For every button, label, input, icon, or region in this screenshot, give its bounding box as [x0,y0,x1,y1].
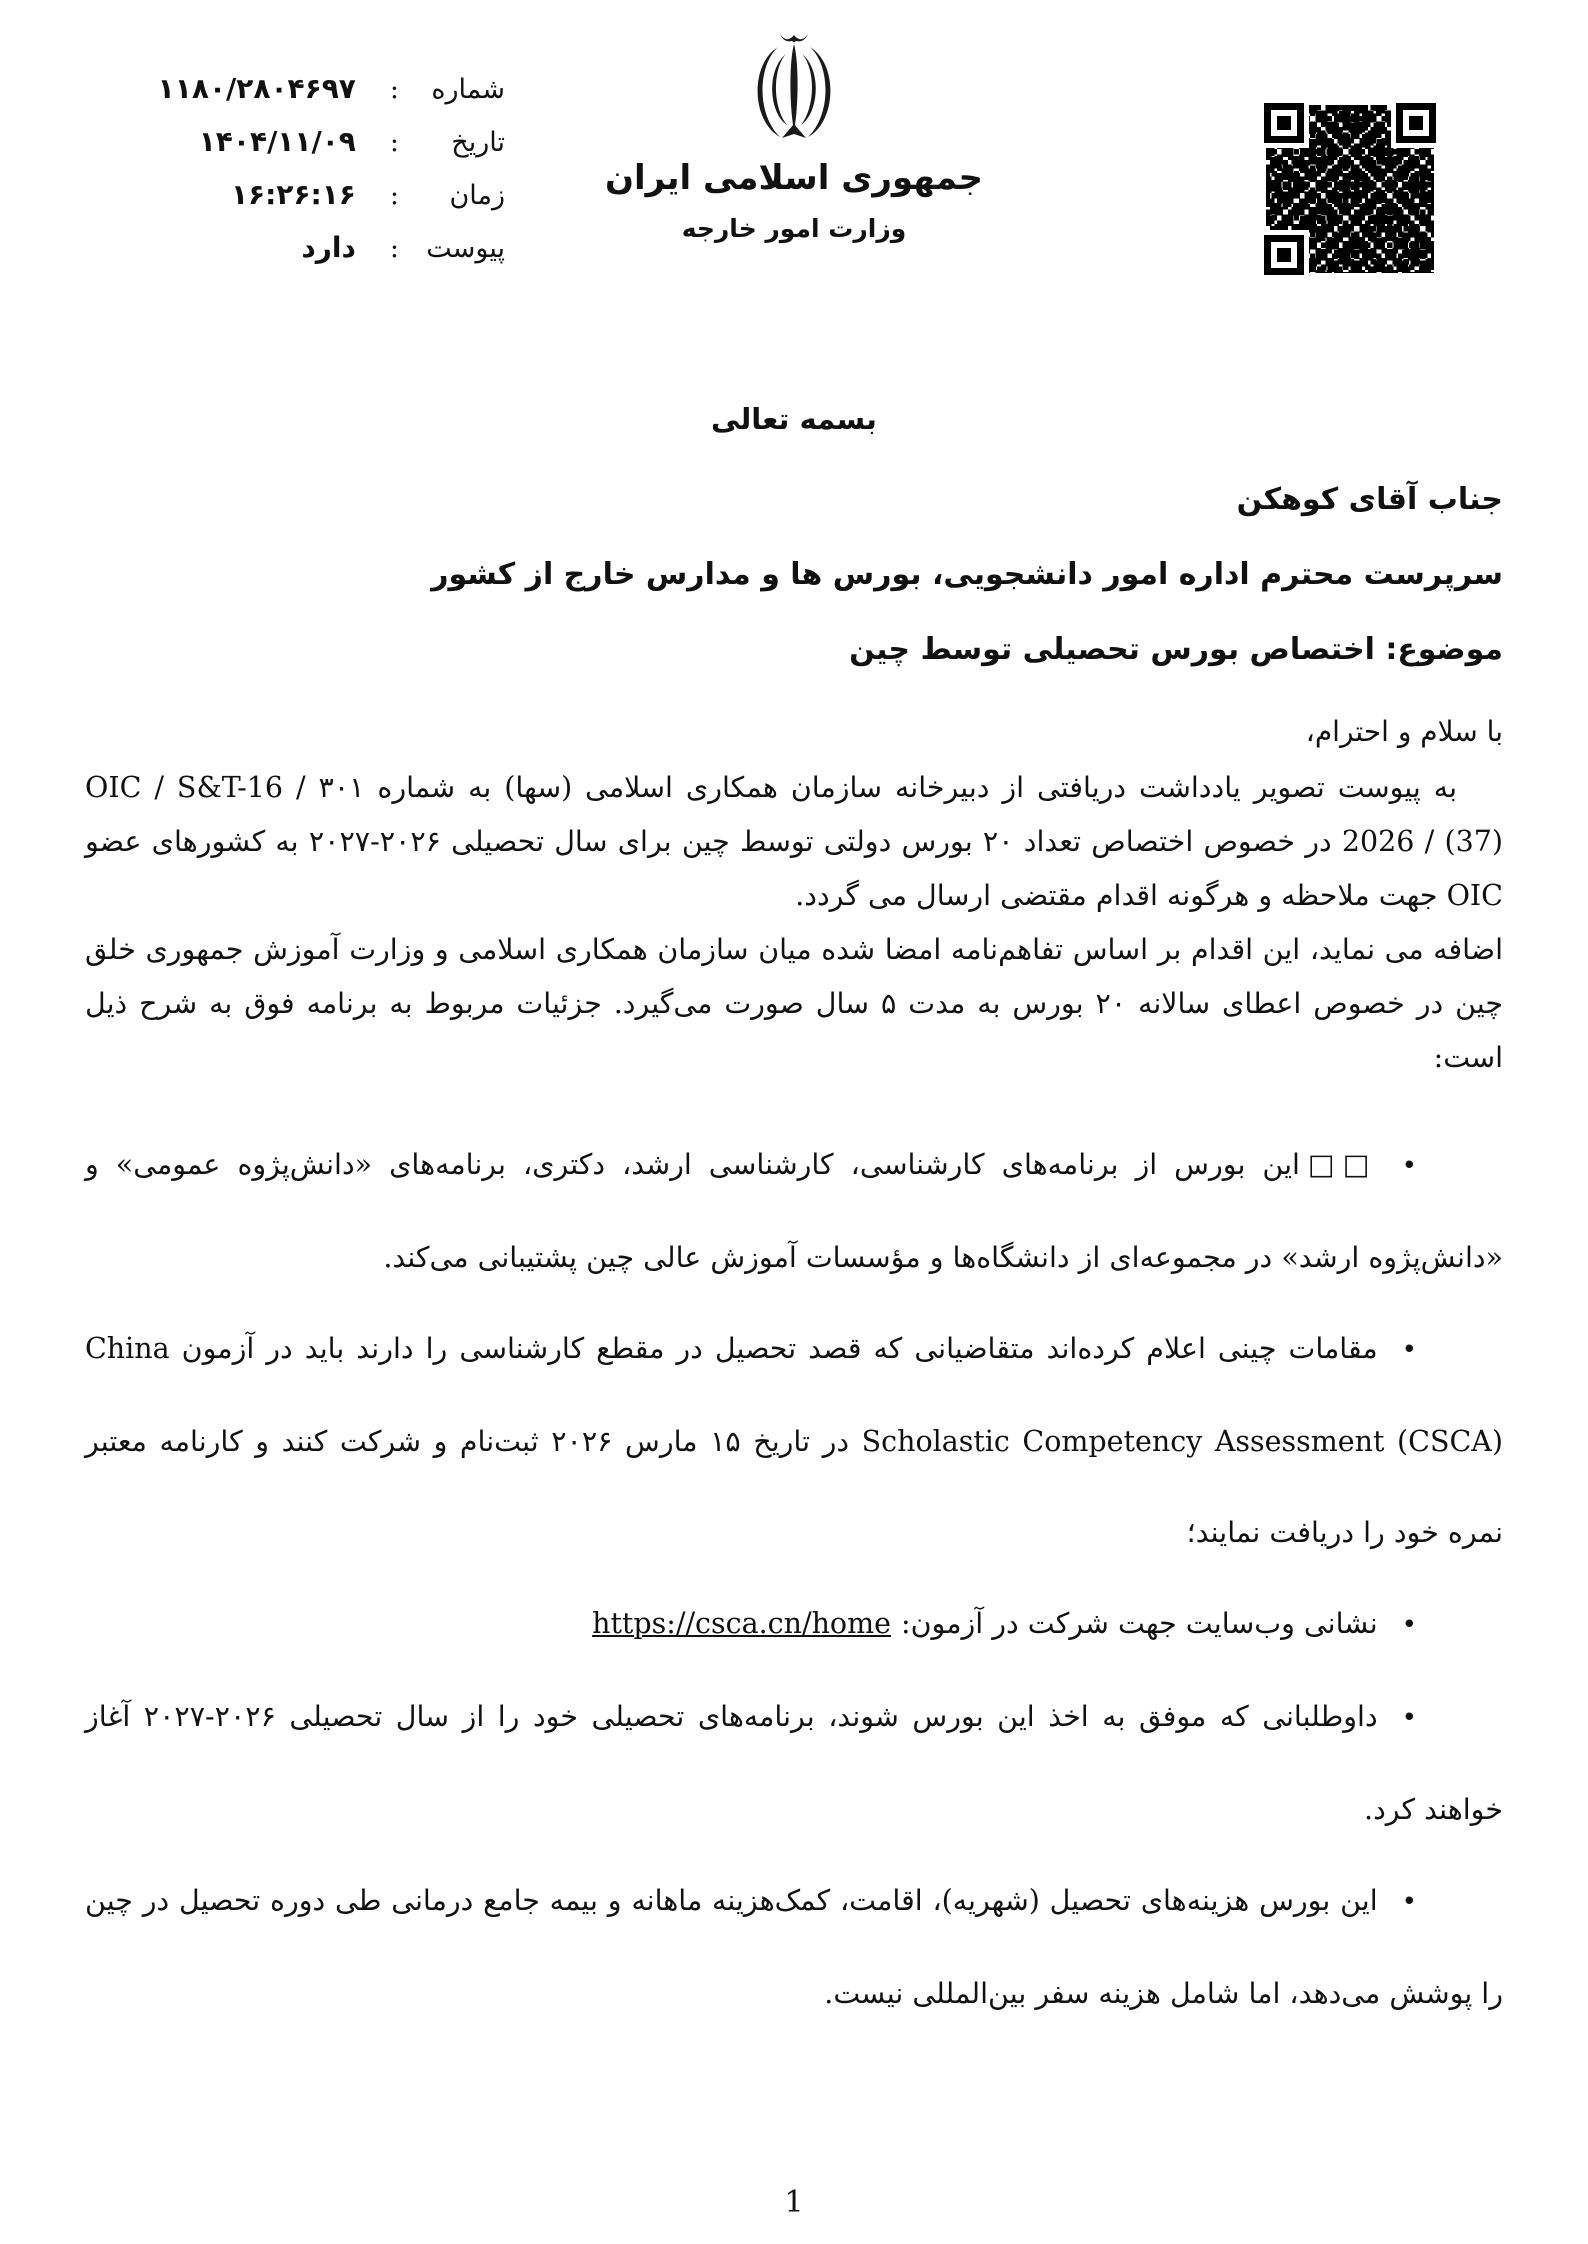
list-item [85,1303,1503,1578]
salutation: با سلام و احترام، [1305,715,1503,748]
iran-emblem-icon [746,28,842,148]
meta-colon: : [389,74,399,105]
meta-row-date [85,125,505,178]
list-item [85,1671,1503,1855]
meta-label: پیوست [426,233,505,264]
letter-body [85,388,1503,2039]
meta-row-time [85,178,505,231]
letter-attachment: دارد [301,231,356,264]
bullet-icon: • [1401,1887,1417,1917]
meta-label: زمان [449,180,505,211]
letter-date: ۱۴۰۴/۱۱/۰۹ [198,125,356,158]
meta-label: شماره [431,74,505,105]
bullet-text: نشانی وب‌سایت جهت شرکت در آزمون: [901,1607,1378,1640]
bullet-icon: • [1401,1151,1417,1181]
meta-row-attachment [85,231,505,284]
csca-website-link[interactable]: https://csca.cn/home [592,1607,891,1640]
meta-colon: : [389,180,399,211]
qr-finder-icon [1396,103,1436,143]
bullet-text: این بورس هزینه‌های تحصیل (شهریه)، اقامت، کمک‌هزینه ماهانه و بیمه جامع درمانی طی دوره تحصیل در چین را پوشش می‌دهد، اما شامل هزینه سفر بین‌المللی نیست. [85,1884,1503,2010]
bullet-icon: • [1401,1610,1417,1640]
bullet-list [85,1119,1503,2039]
letter-meta-block [85,72,505,284]
ministry-name: وزارت امور خارجه [681,214,907,243]
subject-line: موضوع: اختصاص بورس تحصیلی توسط چین [849,632,1503,667]
letter-number: ۱۱۸۰/۲۸۰۴۶۹۷ [157,72,356,105]
meta-row-number [85,72,505,125]
qr-finder-icon [1264,235,1304,275]
recipient-name: جناب آقای کوهکن [1236,482,1503,517]
recipient-title: سرپرست محترم اداره امور دانشجویی، بورس ها و مدارس خارج از کشور [431,557,1503,592]
meta-colon: : [389,127,399,158]
bullet-text: □□این بورس از برنامه‌های کارشناسی، کارشناسی ارشد، دکتری، برنامه‌های «دانش‌پژوه عمومی» و «دانش‌پژوه ارشد» در مجموعه‌ای از دانشگاه‌ها و مؤسسات آموزش عالی چین پشتیبانی می‌کند. [85,1148,1503,1274]
list-item [85,1119,1503,1303]
basmala: بسمه تعالی [711,402,877,436]
addressee-block [85,462,1503,687]
page-number: 1 [784,2185,804,2220]
bullet-icon: • [1401,1335,1417,1365]
bullet-text: مقامات چینی اعلام کرده‌اند متقاضیانی که قصد تحصیل در مقطع کارشناسی را دارند باید در آزمون China Scholastic Competency Assessment (CSCA) در تاریخ ۱۵ مارس ۲۰۲۶ ثبت‌نام و شرکت کنند و کارنامه معتبر نمره خود را دریافت نمایند؛ [85,1332,1504,1549]
bullet-text: داوطلبانی که موفق به اخذ این بورس شوند، برنامه‌های تحصیلی خود را از سال تحصیلی ۲۰۲۶-۲۰۲۷ آغاز خواهند کرد. [85,1700,1503,1826]
meta-label: تاریخ [451,127,505,158]
list-item [85,1578,1503,1671]
bullet-icon: • [1401,1703,1418,1733]
country-name: جمهوری اسلامی ایران [604,158,984,198]
list-item [85,1855,1503,2039]
paragraph-2: اضافه می نماید، این اقدام بر اساس تفاهم‌نامه امضا شده میان سازمان همکاری اسلامی و وزارت آموزش جمهوری خلق چین در خصوص اعطای سالانه ۲۰ بورس به مدت ۵ سال صورت می‌گیرد. جزئیات مربوط به برنامه فوق به شرح ذیل است: [85,933,1503,1074]
qr-code [1264,103,1436,275]
paragraph-1: به پیوست تصویر یادداشت دریافتی از دبیرخانه سازمان همکاری اسلامی (سها) به شماره ۳۰۱ OIC / S&T-16 / 2026 / (37) در خصوص اختصاص تعداد ۲۰ بورس دولتی توسط چین برای سال تحصیلی ۲۰۲۶-۲۰۲۷ به کشورهای عضو OIC جهت ملاحظه و هرگونه اقدام مقتضی ارسال می گردد. [85,771,1503,912]
qr-finder-icon [1264,103,1304,143]
meta-colon: : [389,233,399,264]
letterhead-center [584,28,1004,243]
letter-time: ۱۶:۲۶:۱۶ [230,178,356,211]
